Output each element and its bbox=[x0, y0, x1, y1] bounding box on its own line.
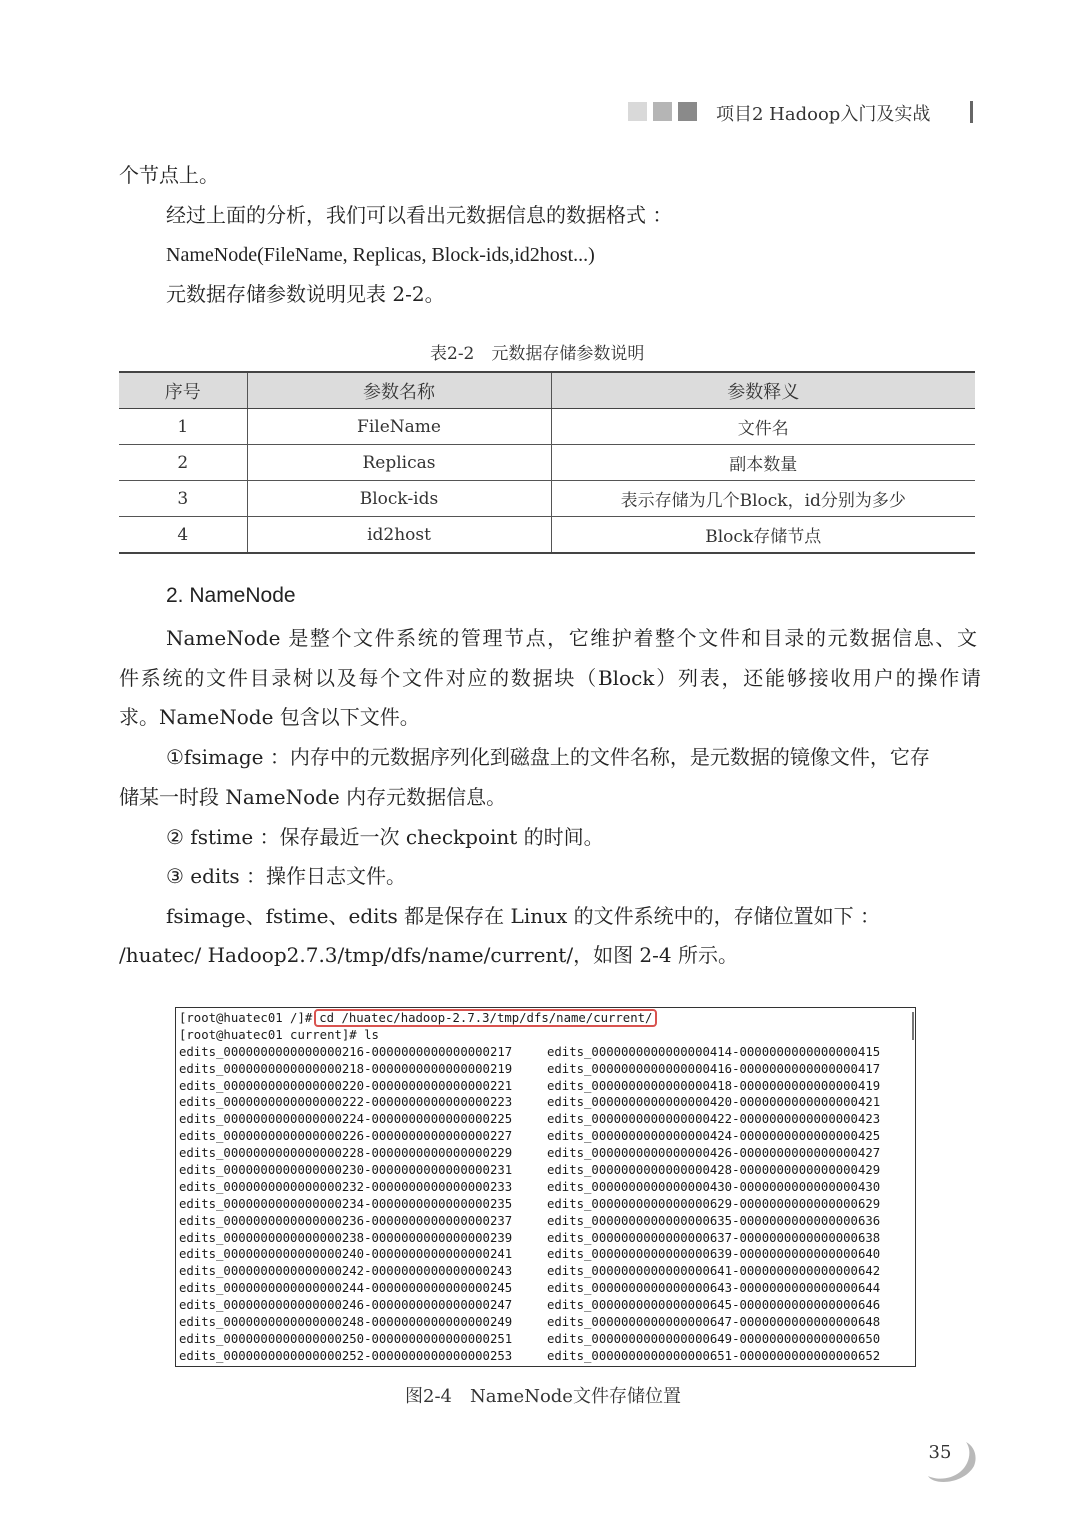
figure-caption: 图2-4 NameNode文件存储位置 bbox=[405, 1386, 681, 1407]
section-line-fsimage: ①fsimage ：内存中的元数据序列化到磁盘上的文件名称，是元数据的镜像文件，它存 bbox=[166, 745, 930, 769]
section-line-2: 件系统的文件目录树以及每个文件对应的数据块（Block）列表，还能够接收用户的操作请 bbox=[119, 666, 981, 690]
terminal-file-entry: edits_0000000000000000240-0000000000000000241 bbox=[179, 1247, 513, 1262]
terminal-file-entry: edits_0000000000000000248-0000000000000000249 bbox=[179, 1315, 513, 1330]
terminal-screenshot bbox=[175, 1007, 916, 1367]
terminal-file-entry: edits_0000000000000000418-0000000000000000419 bbox=[547, 1078, 881, 1093]
table-cell-index: 4 bbox=[119, 517, 247, 554]
terminal-file-entry: edits_0000000000000000637-0000000000000000638 bbox=[547, 1230, 881, 1245]
terminal-file-entry: edits_0000000000000000635-0000000000000000636 bbox=[547, 1213, 881, 1228]
header-decoration bbox=[628, 102, 697, 121]
paragraph-format-formula: NameNode(FileName, Replicas, Block-ids,id2host...) bbox=[166, 244, 595, 266]
metadata-params-table bbox=[119, 371, 975, 554]
table-caption: 表2-2 元数据存储参数说明 bbox=[430, 344, 645, 364]
paragraph-continuation: 个节点上。 bbox=[119, 163, 219, 187]
terminal-file-entry: edits_0000000000000000416-0000000000000000417 bbox=[547, 1061, 881, 1076]
paragraph-table-ref: 元数据存储参数说明见表 2-2。 bbox=[166, 282, 445, 306]
terminal-file-entry: edits_0000000000000000220-0000000000000000221 bbox=[179, 1078, 513, 1093]
section-line-fstime: ② fstime ：保存最近一次 checkpoint 的时间。 bbox=[166, 825, 604, 849]
table-header-meaning: 参数释义 bbox=[551, 372, 975, 409]
terminal-file-entry: edits_0000000000000000224-0000000000000000225 bbox=[179, 1112, 513, 1127]
terminal-file-entry: edits_0000000000000000236-0000000000000000237 bbox=[179, 1213, 513, 1228]
terminal-file-entry: edits_0000000000000000645-0000000000000000646 bbox=[547, 1298, 881, 1313]
terminal-file-entry: edits_0000000000000000420-0000000000000000421 bbox=[547, 1095, 881, 1110]
terminal-file-entry: edits_0000000000000000629-0000000000000000629 bbox=[547, 1196, 881, 1211]
terminal-listing bbox=[179, 1044, 915, 1365]
terminal-file-entry: edits_0000000000000000244-0000000000000000245 bbox=[179, 1281, 513, 1296]
running-header-title: 项目2 Hadoop入门及实战 bbox=[716, 104, 931, 125]
header-square-1 bbox=[628, 102, 647, 121]
paragraph-format-intro: 经过上面的分析，我们可以看出元数据信息的数据格式 ： bbox=[166, 203, 673, 227]
terminal-file-entry: edits_0000000000000000643-0000000000000000644 bbox=[547, 1281, 881, 1296]
listing-left-column bbox=[179, 1044, 547, 1365]
table-cell-meaning: 文件名 bbox=[551, 409, 975, 445]
terminal-file-entry: edits_0000000000000000428-0000000000000000429 bbox=[547, 1163, 881, 1178]
terminal-file-entry: edits_0000000000000000222-0000000000000000223 bbox=[179, 1095, 513, 1110]
terminal-file-entry: edits_0000000000000000218-0000000000000000219 bbox=[179, 1061, 513, 1076]
section-line-path: /huatec/ Hadoop2.7.3/tmp/dfs/name/current/，如图 2-4 所示。 bbox=[119, 943, 738, 967]
terminal-scrollbar bbox=[909, 1008, 915, 1366]
page-number: 35 bbox=[928, 1442, 952, 1463]
table-cell-index: 3 bbox=[119, 481, 247, 517]
table-row bbox=[119, 517, 975, 554]
table-cell-name: id2host bbox=[247, 517, 551, 554]
terminal-file-entry: edits_0000000000000000238-0000000000000000239 bbox=[179, 1230, 513, 1245]
header-square-3 bbox=[678, 102, 697, 121]
header-divider bbox=[970, 101, 973, 123]
terminal-file-entry: edits_0000000000000000651-0000000000000000652 bbox=[547, 1348, 881, 1363]
table-header-name: 参数名称 bbox=[247, 372, 551, 409]
table-row bbox=[119, 481, 975, 517]
terminal-file-entry: edits_0000000000000000250-0000000000000000251 bbox=[179, 1331, 513, 1346]
terminal-line-ls: [root@huatec01 current]# ls bbox=[179, 1027, 379, 1042]
terminal-file-entry: edits_0000000000000000246-0000000000000000247 bbox=[179, 1298, 513, 1313]
terminal-file-entry: edits_0000000000000000242-0000000000000000243 bbox=[179, 1264, 513, 1279]
terminal-file-entry: edits_0000000000000000230-0000000000000000231 bbox=[179, 1163, 513, 1178]
header-square-2 bbox=[653, 102, 672, 121]
terminal-file-entry: edits_0000000000000000228-0000000000000000229 bbox=[179, 1146, 513, 1161]
terminal-file-entry: edits_0000000000000000424-0000000000000000425 bbox=[547, 1129, 881, 1144]
table-header-index: 序号 bbox=[119, 372, 247, 409]
section-line-3: 求。NameNode 包含以下文件。 bbox=[119, 705, 420, 729]
terminal-file-entry: edits_0000000000000000226-0000000000000000227 bbox=[179, 1129, 513, 1144]
terminal-file-entry: edits_0000000000000000641-0000000000000000642 bbox=[547, 1264, 881, 1279]
table-cell-meaning: 表示存储为几个Block，id分别为多少 bbox=[551, 481, 975, 517]
table-row bbox=[119, 409, 975, 445]
table-cell-index: 2 bbox=[119, 445, 247, 481]
highlighted-command: cd /huatec/hadoop-2.7.3/tmp/dfs/name/current/ bbox=[314, 1009, 657, 1027]
table-cell-meaning: 副本数量 bbox=[551, 445, 975, 481]
terminal-file-entry: edits_0000000000000000426-0000000000000000427 bbox=[547, 1146, 881, 1161]
terminal-file-entry: edits_0000000000000000422-0000000000000000423 bbox=[547, 1112, 881, 1127]
table-cell-index: 1 bbox=[119, 409, 247, 445]
terminal-prompt: [root@huatec01 /]# bbox=[179, 1011, 313, 1025]
section-line-storage: fsimage、fstime、edits 都是保存在 Linux 的文件系统中的，存储位置如下 ： bbox=[166, 904, 880, 928]
table-cell-name: Replicas bbox=[247, 445, 551, 481]
table-cell-meaning: Block存储节点 bbox=[551, 517, 975, 554]
terminal-file-entry: edits_0000000000000000647-0000000000000000648 bbox=[547, 1315, 881, 1330]
section-heading: 2. NameNode bbox=[166, 584, 296, 607]
terminal-file-entry: edits_0000000000000000414-0000000000000000415 bbox=[547, 1044, 881, 1059]
table-cell-name: FileName bbox=[247, 409, 551, 445]
listing-right-column bbox=[547, 1044, 915, 1365]
terminal-file-entry: edits_0000000000000000252-0000000000000000253 bbox=[179, 1348, 513, 1363]
table-header-row bbox=[119, 372, 975, 409]
terminal-file-entry: edits_0000000000000000639-0000000000000000640 bbox=[547, 1247, 881, 1262]
terminal-file-entry: edits_0000000000000000216-0000000000000000217 bbox=[179, 1044, 513, 1059]
terminal-scroll-thumb bbox=[912, 1012, 914, 1040]
terminal-line-cd bbox=[179, 1010, 915, 1027]
section-line-1: NameNode 是整个文件系统的管理节点，它维护着整个文件和目录的元数据信息、文 bbox=[166, 626, 977, 650]
table-row bbox=[119, 445, 975, 481]
section-line-fsimage-cont: 储某一时段 NameNode 内存元数据信息。 bbox=[119, 785, 507, 809]
terminal-file-entry: edits_0000000000000000430-0000000000000000430 bbox=[547, 1179, 881, 1194]
terminal-file-entry: edits_0000000000000000232-0000000000000000233 bbox=[179, 1179, 513, 1194]
section-line-edits: ③ edits ：操作日志文件。 bbox=[166, 864, 406, 888]
terminal-file-entry: edits_0000000000000000649-0000000000000000650 bbox=[547, 1331, 881, 1346]
terminal-file-entry: edits_0000000000000000234-0000000000000000235 bbox=[179, 1196, 513, 1211]
table-cell-name: Block-ids bbox=[247, 481, 551, 517]
